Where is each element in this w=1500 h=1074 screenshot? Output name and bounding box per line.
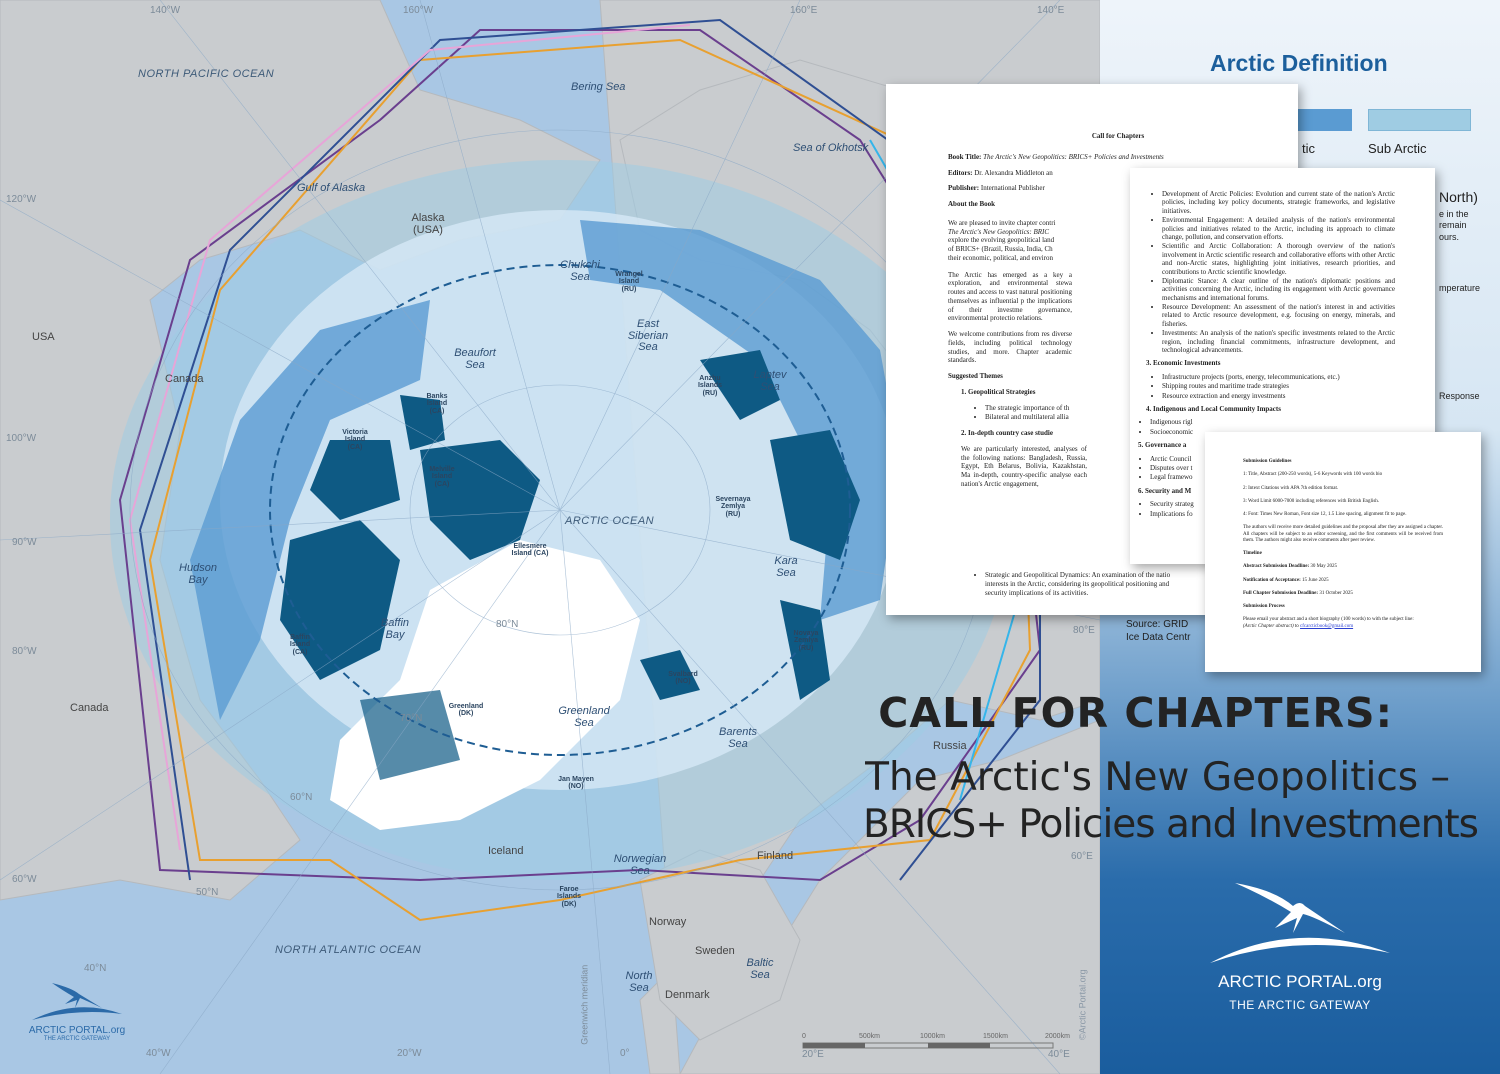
- ocean-label: NORTH ATLANTIC OCEAN: [275, 944, 422, 956]
- arctic-swatch: [1298, 109, 1352, 131]
- island-label: Wrangel Island (RU): [615, 271, 643, 293]
- guideline: 4: Font: Times New Roman, Font size 12, 1.5 Line spacing, alignment fit to page.: [1243, 512, 1407, 517]
- island-label: Jan Mayen (NO): [558, 776, 594, 791]
- logo-name: ARCTIC PORTAL.org: [28, 1025, 126, 1036]
- text-line: We are pleased to invite chapter contri: [948, 218, 1056, 227]
- section-heading: Submission Process: [1243, 604, 1285, 609]
- legend-fragment: e in the: [1439, 209, 1469, 219]
- list-item: • Legal framewo: [1150, 473, 1395, 481]
- coordinate-label: 40°N: [84, 963, 107, 974]
- editors: Dr. Alexandra Middleton an: [974, 168, 1053, 177]
- sea-label: Beaufort Sea: [454, 347, 496, 371]
- logo-tagline: THE ARCTIC GATEWAY: [43, 1036, 111, 1042]
- logo-name: ARCTIC PORTAL.org: [1218, 972, 1382, 991]
- paragraph: We welcome contributions from res diverse fields, including political technology studies, and more. Chapter academic standards.: [948, 330, 1072, 365]
- island-label: Ellesmere Island (CA): [511, 543, 549, 558]
- island-label: Novaya Zemlya (RU): [793, 630, 819, 652]
- island-label: Anzhu Islands (RU): [697, 375, 723, 397]
- coordinate-label: 160°W: [403, 5, 434, 16]
- list-item: • Security strateg: [1150, 500, 1395, 508]
- list-item: • Investments: An analysis of the nation's specific investments related to the Arctic region, including financial commitments, infrastructure development, and technological advancements.: [1162, 329, 1395, 354]
- paragraph: We are particularly interested, analyses of the following nations: Bangladesh, Russia, Egypt, Eth Belarus, Bolivia, Kazakhstan, Ma in-depth, country-specific analyse each nation's Arctic engagement,: [961, 444, 1087, 488]
- logo-tagline: THE ARCTIC GATEWAY: [1229, 998, 1371, 1012]
- sea-label: Kara Sea: [774, 555, 798, 579]
- country-label: Denmark: [665, 989, 710, 1001]
- publisher: International Publisher: [980, 184, 1045, 193]
- section-heading: 4. Indigenous and Local Community Impacts: [1146, 404, 1281, 413]
- legend-item: tic: [1302, 141, 1315, 156]
- sea-label: Laptev Sea: [753, 369, 787, 393]
- text-line: of BRICS+ (Brazil, Russia, India, Ch: [948, 245, 1053, 253]
- island-label: Victoria Island (CA): [342, 429, 368, 451]
- list-item: • Infrastructure projects (ports, energy, telecommunications, etc.): [1162, 373, 1395, 381]
- headline-line-1: CALL FOR CHAPTERS:: [878, 689, 1393, 737]
- coordinate-label: 50°N: [196, 887, 219, 898]
- text-line: their economic, political, and environ: [948, 253, 1053, 262]
- subject-line: (Arctic Chapter abstract): [1243, 623, 1294, 629]
- guideline: 2: Intext Citations with APA 7th edition format.: [1243, 485, 1339, 491]
- coordinate-label: 40°E: [1048, 1049, 1070, 1060]
- coordinate-label: 70°N: [400, 713, 423, 724]
- ocean-label: ARCTIC OCEAN: [565, 515, 655, 527]
- source-text: Ice Data Centr: [1126, 632, 1191, 643]
- sea-label: East Siberian Sea: [627, 318, 669, 354]
- island-label: Faroe Islands (DK): [556, 886, 582, 908]
- label: Notification of Acceptance:: [1243, 577, 1301, 583]
- source-text: Source: GRID: [1126, 619, 1189, 630]
- ocean-label: NORTH PACIFIC OCEAN: [138, 68, 275, 80]
- island-label: Greenland (DK): [448, 703, 484, 718]
- sea-label: Norwegian Sea: [613, 853, 667, 877]
- island-label: Svalbard (NO): [668, 671, 698, 686]
- paragraph: The authors will receive more detailed guidelines and the proposal after they are assigned a chapter. All chapters will be subject to an editor screening, and the first comments will be received from them. The authors might also receive comments after peer review.: [1243, 525, 1443, 543]
- headline-line-2: The Arctic's New Geopolitics –: [865, 755, 1450, 800]
- coordinate-label: 80°N: [496, 619, 519, 630]
- text-line: explore the evolving geopolitical land: [948, 236, 1055, 245]
- tern-bird-icon: [1205, 878, 1395, 963]
- coordinate-label: 80°W: [12, 646, 37, 657]
- list-item: • Strategic and Geopolitical Dynamics: An examination of the natio interests in the Arctic, considering its geopolitical positioning and security implications of its activities.: [985, 571, 1188, 597]
- paragraph: The Arctic has emerged as a key a exploration, and environmental stewa routes and access to vast natural positioning themselves as influential p the implications of their investme governance, environmental protectio relations.: [948, 270, 1072, 323]
- country-label: Canada: [70, 702, 109, 714]
- sea-label: Baltic Sea: [746, 957, 774, 981]
- guideline: 3: Word Limit 6000-7000 including references with British English.: [1243, 498, 1380, 504]
- coordinate-label: 160°E: [790, 5, 818, 16]
- list-item: • Development of Arctic Policies: Evolution and current state of the nation's Arctic policies, including key policy documents, strategic frameworks, and legislative initiatives.: [1162, 190, 1395, 215]
- document-page-3: [1205, 432, 1481, 672]
- sea-label: North Sea: [625, 970, 653, 994]
- label: Publisher:: [948, 184, 980, 193]
- list-item: • Disputes over t: [1150, 464, 1395, 472]
- legend-fragment: North): [1439, 189, 1478, 205]
- section-heading: Timeline: [1243, 551, 1262, 556]
- legend-fragment: mperature: [1439, 283, 1481, 293]
- coordinate-label: 60°N: [290, 792, 313, 803]
- label: Editors:: [948, 168, 973, 177]
- island-label: Baffin Island (CA): [289, 634, 311, 656]
- list-item: • Socioeconomic: [1150, 428, 1395, 436]
- country-label: Sweden: [695, 945, 735, 957]
- deadline: 31 October 2025: [1319, 590, 1353, 596]
- island-label: Banks Island (CA): [426, 393, 448, 415]
- text-line: The Arctic's New Geopolitics: BRIC: [948, 227, 1050, 236]
- country-label: Canada: [165, 373, 204, 385]
- coordinate-label: 40°W: [146, 1048, 171, 1059]
- doc-heading: Call for Chapters: [1091, 132, 1145, 140]
- sea-label: Hudson Bay: [179, 562, 217, 586]
- legend-fragment: ours.: [1439, 232, 1460, 242]
- country-label: Alaska (USA): [411, 212, 445, 236]
- theme-heading: 2. In-depth country case studie: [961, 429, 1053, 437]
- coordinate-label: 20°E: [802, 1049, 824, 1060]
- coordinate-label: 120°W: [6, 194, 37, 205]
- email-link[interactable]: cfcarcticbook@gmail.com: [1300, 623, 1354, 629]
- credit-label: ©Arctic Portal.org: [1077, 969, 1088, 1041]
- scale-label: 0: [802, 1033, 806, 1040]
- section-heading: 3. Economic Investments: [1146, 359, 1221, 368]
- sea-label: Bering Sea: [571, 81, 626, 93]
- island-label: Melville Island (CA): [429, 466, 455, 488]
- tern-bird-icon: [27, 980, 127, 1020]
- country-label: USA: [32, 331, 55, 343]
- section-heading: 5. Governance a: [1138, 441, 1187, 450]
- legend-item: Sub Arctic: [1368, 141, 1427, 156]
- list-item: • The strategic importance of th: [985, 404, 1298, 413]
- guideline: 1: Title, Abstract (200-250 words), 5-6 Keywords with 100 words bio: [1243, 472, 1383, 478]
- list-item: • Implications fo: [1150, 510, 1395, 518]
- coordinate-label: 60°W: [12, 874, 37, 885]
- label: Full Chapter Submission Deadline:: [1243, 590, 1319, 596]
- island-label: Severnaya Zemlya (RU): [715, 496, 751, 518]
- headline-line-3: BRICS+ Policies and Investments: [862, 802, 1478, 847]
- country-label: Norway: [649, 916, 687, 928]
- legend-fragment: remain: [1439, 220, 1467, 230]
- deadline: 30 May 2025: [1310, 564, 1338, 570]
- sea-label: Gulf of Alaska: [297, 182, 366, 194]
- scale-label: 1000km: [920, 1033, 945, 1040]
- coordinate-label: 140°E: [1037, 5, 1065, 16]
- list-item: • Arctic Council: [1150, 455, 1395, 463]
- arctic-portal-logo-small[interactable]: [22, 980, 132, 1042]
- coordinate-label: 20°W: [397, 1048, 422, 1059]
- scale-label: 1500km: [983, 1033, 1008, 1040]
- deadline: 15 June 2025: [1302, 577, 1329, 583]
- scale-label: 2000km: [1045, 1033, 1070, 1040]
- list-item: • Environmental Engagement: A detailed analysis of the nation's environmental policies and initiatives related to the Arctic, including its approach to climate change, pollution, and conservation efforts.: [1162, 216, 1395, 241]
- sea-label: Barents Sea: [719, 726, 757, 750]
- coordinate-label: 80°E: [1073, 625, 1095, 636]
- to-text: to: [1294, 623, 1299, 629]
- sea-label: Chukchi Sea: [560, 259, 600, 283]
- country-label: Iceland: [488, 845, 524, 857]
- list-item: • Bilateral and multilateral allia: [985, 413, 1298, 422]
- list-item: • Shipping routes and maritime trade strategies: [1162, 382, 1395, 390]
- section-heading: About the Book: [948, 200, 996, 208]
- coordinate-label: 100°W: [6, 433, 37, 444]
- sea-label: Baffin Bay: [380, 617, 410, 641]
- theme-heading: 1. Geopolitical Strategies: [961, 387, 1036, 396]
- coordinate-label: 0°: [620, 1048, 630, 1059]
- list-item: • Indigenous rigl: [1150, 418, 1395, 426]
- paragraph: Please email your abstract and a short biography (100 words) to with the subject line:: [1243, 617, 1414, 623]
- arctic-portal-logo[interactable]: [1205, 878, 1395, 1012]
- country-label: Finland: [757, 850, 794, 862]
- scale-label: 500km: [859, 1033, 881, 1040]
- section-heading: 6. Security and M: [1138, 486, 1192, 495]
- sub-arctic-swatch: [1368, 109, 1471, 131]
- label: Abstract Submission Deadline:: [1243, 564, 1310, 570]
- greenwich-meridian-label: Greenwich meridian: [579, 964, 590, 1045]
- legend-title: Arctic Definition: [1210, 50, 1388, 76]
- list-item: • Scientific and Arctic Collaboration: A thorough overview of the nation's involvement in Arctic scientific research and collaborative efforts with other Arctic and non-Arctic states, highlighting joint initiatives, research priorities, and contributions to Arctic scientific knowledge.: [1162, 242, 1395, 276]
- list-item: • Resource extraction and energy investments: [1162, 392, 1395, 400]
- section-heading: Submission Guidelines: [1243, 459, 1292, 464]
- coordinate-label: 60°E: [1071, 851, 1093, 862]
- legend-fragment: Response: [1439, 391, 1480, 401]
- section-heading: Suggested Themes: [948, 372, 1003, 380]
- list-item: • Diplomatic Stance: A clear outline of the nation's diplomatic positions and activities concerning the Arctic, including its engagement with Arctic governance mechanisms and international forums.: [1162, 277, 1395, 302]
- book-title: The Arctic's New Geopolitics: BRICS+ Policies and Investments: [983, 152, 1164, 161]
- country-label: Russia: [933, 740, 967, 752]
- coordinate-label: 140°W: [150, 5, 181, 16]
- label: Book Title:: [948, 152, 982, 161]
- sea-label: Sea of Okhotsk: [793, 142, 869, 154]
- list-item: • Resource Development: An assessment of the nation's interest in and activities related to Arctic resource development, e.g. focusing on energy, minerals, and fisheries.: [1162, 303, 1395, 328]
- sea-label: Greenland Sea: [558, 705, 610, 729]
- coordinate-label: 90°W: [12, 537, 37, 548]
